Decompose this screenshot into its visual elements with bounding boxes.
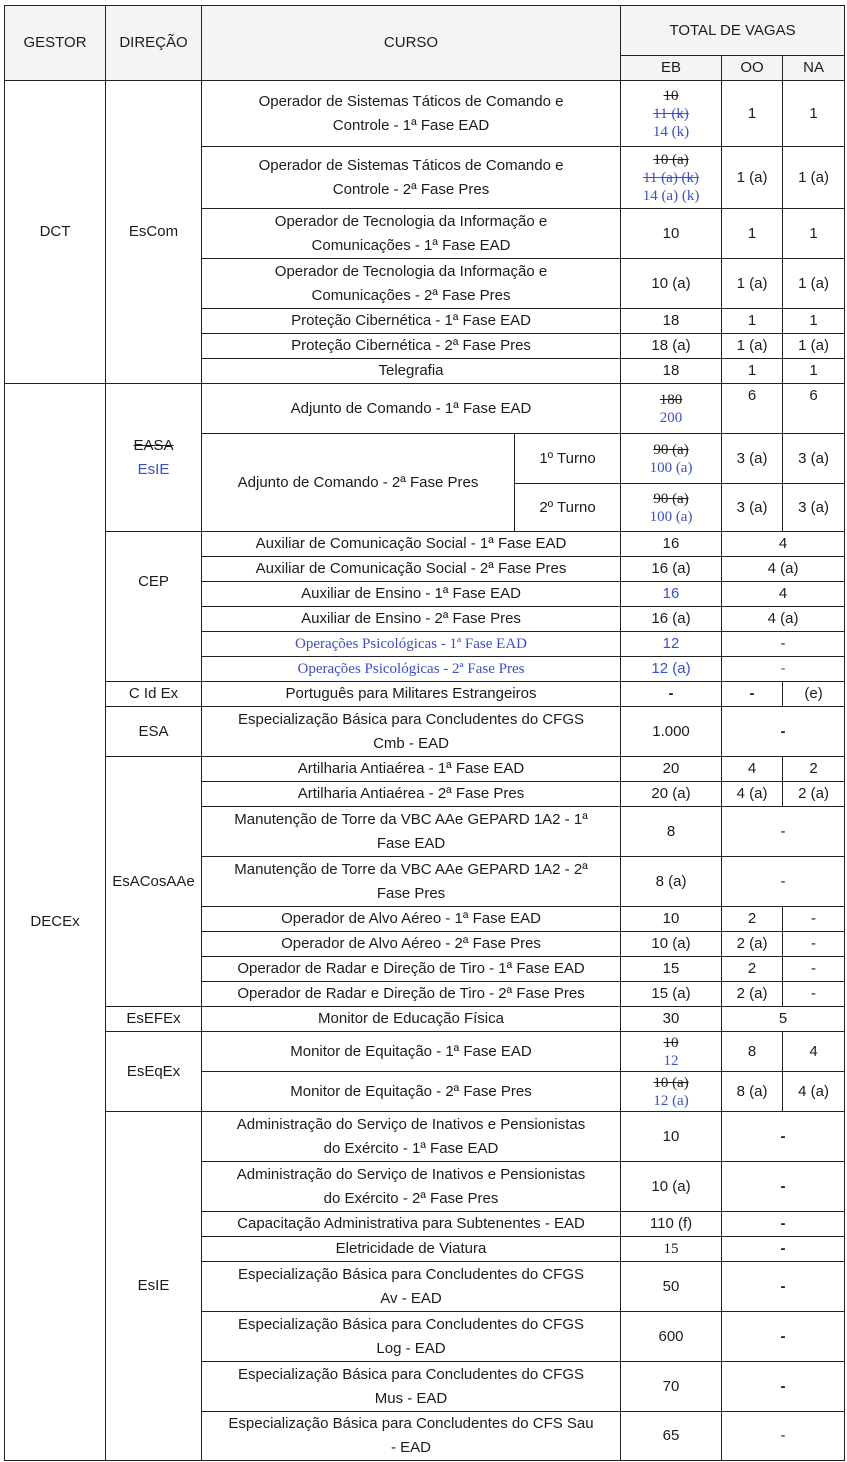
header-direcao: DIREÇÃO (106, 6, 202, 81)
curso-cell: Artilharia Antiaérea - 2ª Fase Pres (202, 782, 621, 807)
curso-cell (202, 209, 621, 259)
corrected-value: 200 (659, 409, 683, 426)
eb-cell: 12 (a) (621, 657, 722, 682)
eb-cell: 18 (621, 359, 722, 384)
curso-line: Comunicações - 2ª Fase Pres (311, 286, 511, 304)
curso-line: - EAD (391, 1439, 432, 1456)
curso-cell: Auxiliar de Comunicação Social - 2ª Fase Pres (202, 557, 621, 582)
curso-cell: Proteção Cibernética - 2ª Fase Pres (202, 334, 621, 359)
curso-cell: Operações Psicológicas - 2ª Fase Pres (202, 657, 621, 682)
table-row (5, 384, 845, 434)
curso-line: Fase Pres (376, 884, 446, 902)
oo-na-cell: - (722, 707, 845, 757)
table-row (5, 1112, 845, 1162)
curso-cell: Operações Psicológicas - 1ª Fase EAD (202, 632, 621, 657)
na-cell: 4 (783, 1032, 845, 1072)
header-row (5, 6, 845, 56)
oo-na-cell: - (722, 1237, 845, 1262)
corrected-value: 14 (a) (k) (642, 187, 700, 204)
oo-na-cell: 5 (722, 1007, 845, 1032)
curso-line: Especialização Básica para Concludentes do CFGS (237, 1365, 585, 1383)
struck-value: 10 (a) (653, 151, 689, 168)
eb-cell: 600 (621, 1312, 722, 1362)
header-curso: CURSO (202, 6, 621, 81)
eb-cell: 12 (621, 632, 722, 657)
eb-cell: 50 (621, 1262, 722, 1312)
eb-cell: 70 (621, 1362, 722, 1412)
oo-na-cell: - (722, 1362, 845, 1412)
curso-cell: Monitor de Educação Física (202, 1007, 621, 1032)
struck-value: 90 (a) (653, 490, 689, 507)
eb-cell: 16 (621, 532, 722, 557)
na-cell: 1 (a) (783, 147, 845, 209)
curso-cell: Monitor de Equitação - 1ª Fase EAD (202, 1032, 621, 1072)
na-cell: 2 (783, 757, 845, 782)
curso-cell: Eletricidade de Viatura (202, 1237, 621, 1262)
curso-line: Log - EAD (376, 1339, 446, 1357)
header-eb: EB (621, 56, 722, 81)
struck-value: 10 (663, 87, 679, 104)
curso-cell (202, 1162, 621, 1212)
corrected-value: 100 (a) (649, 508, 693, 525)
curso-line: Especialização Básica para Concludentes do CFGS (237, 1265, 585, 1283)
struck-direcao: EASA (133, 436, 174, 454)
eb-cell: - (621, 682, 722, 707)
corrected-value: 14 (k) (652, 123, 690, 140)
eb-cell: 30 (621, 1007, 722, 1032)
oo-cell: 4 (722, 757, 783, 782)
direcao-cell: C Id Ex (106, 682, 202, 707)
oo-cell: 1 (722, 209, 783, 259)
curso-line: Fase EAD (376, 834, 446, 852)
oo-cell: 2 (722, 907, 783, 932)
eb-cell (621, 384, 722, 434)
turno-cell: 2º Turno (515, 484, 621, 532)
eb-cell: 20 (a) (621, 782, 722, 807)
eb-cell: 15 (621, 957, 722, 982)
oo-na-cell: 4 (a) (722, 557, 845, 582)
table-row (5, 1032, 845, 1072)
table-row (5, 707, 845, 757)
struck-value: 11 (a) (k) (642, 169, 700, 186)
na-cell: 1 (783, 209, 845, 259)
table-row (5, 1007, 845, 1032)
curso-cell: Capacitação Administrativa para Subtenentes - EAD (202, 1212, 621, 1237)
oo-cell: 8 (722, 1032, 783, 1072)
curso-line: do Exército - 2ª Fase Pres (323, 1189, 499, 1207)
curso-cell: Proteção Cibernética - 1ª Fase EAD (202, 309, 621, 334)
curso-line: Controle - 1ª Fase EAD (332, 116, 490, 134)
eb-cell: 10 (a) (621, 259, 722, 309)
struck-value: 11 (k) (653, 105, 689, 122)
curso-line: Mus - EAD (374, 1389, 448, 1407)
oo-na-cell: - (722, 857, 845, 907)
eb-cell: 8 (621, 807, 722, 857)
oo-na-cell: - (722, 1312, 845, 1362)
header-gestor: GESTOR (5, 6, 106, 81)
direcao-cell: EsEFEx (106, 1007, 202, 1032)
curso-line: Manutenção de Torre da VBC AAe GEPARD 1A2 - 1ª (234, 810, 588, 828)
eb-cell: 18 (a) (621, 334, 722, 359)
direcao-cell: ESA (106, 707, 202, 757)
na-cell: 3 (a) (783, 484, 845, 532)
curso-cell (202, 147, 621, 209)
curso-line: Cmb - EAD (373, 734, 449, 752)
oo-cell: 3 (a) (722, 434, 783, 484)
eb-cell (621, 434, 722, 484)
header-total-vagas: TOTAL DE VAGAS (621, 6, 845, 56)
curso-cell: Artilharia Antiaérea - 1ª Fase EAD (202, 757, 621, 782)
vacancies-table (4, 5, 845, 1461)
eb-cell (621, 147, 722, 209)
header-na: NA (783, 56, 845, 81)
curso-cell (202, 259, 621, 309)
curso-cell (202, 1412, 621, 1461)
na-cell: - (783, 907, 845, 932)
struck-value: 10 (663, 1034, 679, 1051)
eb-cell: 8 (a) (621, 857, 722, 907)
curso-cell (202, 857, 621, 907)
oo-cell: 1 (722, 81, 783, 147)
na-cell: - (783, 932, 845, 957)
na-cell: 1 (a) (783, 259, 845, 309)
eb-cell (621, 1032, 722, 1072)
na-cell: 2 (a) (783, 782, 845, 807)
struck-value: 90 (a) (653, 441, 689, 458)
oo-cell: 2 (a) (722, 932, 783, 957)
oo-na-cell: 4 (722, 582, 845, 607)
table-row (5, 532, 845, 557)
curso-cell: Operador de Alvo Aéreo - 1ª Fase EAD (202, 907, 621, 932)
oo-cell: 1 (a) (722, 147, 783, 209)
table-row (5, 682, 845, 707)
na-cell: - (783, 957, 845, 982)
curso-line: Comunicações - 1ª Fase EAD (311, 236, 511, 254)
eb-cell: 110 (f) (621, 1212, 722, 1237)
curso-cell (202, 1112, 621, 1162)
oo-na-cell: 4 (722, 532, 845, 557)
direcao-cell: EsACosAAe (106, 757, 202, 1007)
na-cell: 6 (783, 384, 845, 434)
curso-cell (202, 1262, 621, 1312)
eb-cell: 18 (621, 309, 722, 334)
corrected-value: 100 (a) (649, 459, 693, 476)
na-cell: 1 (783, 309, 845, 334)
oo-cell: 1 (a) (722, 334, 783, 359)
curso-line: Administração do Serviço de Inativos e Pensionistas (236, 1165, 586, 1183)
direcao-cell: EsIE (106, 1112, 202, 1461)
oo-cell: 3 (a) (722, 484, 783, 532)
curso-cell: Português para Militares Estrangeiros (202, 682, 621, 707)
oo-na-cell: - (722, 1162, 845, 1212)
oo-cell: 2 (a) (722, 982, 783, 1007)
na-cell: 3 (a) (783, 434, 845, 484)
gestor-cell: DCT (5, 81, 106, 384)
na-cell: 1 (783, 359, 845, 384)
eb-cell: 10 (621, 1112, 722, 1162)
corrected-value: 12 (663, 1052, 679, 1069)
oo-cell: 8 (a) (722, 1072, 783, 1112)
gestor-cell: DECEx (5, 384, 106, 1461)
table-row (5, 757, 845, 782)
curso-cell: Monitor de Equitação - 2ª Fase Pres (202, 1072, 621, 1112)
eb-cell (621, 81, 722, 147)
header-oo: OO (722, 56, 783, 81)
curso-line: Operador de Tecnologia da Informação e (274, 262, 548, 280)
oo-cell: 1 (722, 309, 783, 334)
na-cell: 4 (a) (783, 1072, 845, 1112)
na-cell: (e) (783, 682, 845, 707)
oo-na-cell: - (722, 1212, 845, 1237)
struck-value: 180 (659, 391, 683, 408)
oo-cell: 2 (722, 957, 783, 982)
curso-cell: Operador de Radar e Direção de Tiro - 1ª Fase EAD (202, 957, 621, 982)
curso-line: do Exército - 1ª Fase EAD (323, 1139, 499, 1157)
turno-cell: 1º Turno (515, 434, 621, 484)
oo-cell: 1 (722, 359, 783, 384)
oo-na-cell: - (722, 657, 845, 682)
eb-cell: 10 (621, 907, 722, 932)
eb-cell: 16 (621, 582, 722, 607)
curso-cell: Operador de Alvo Aéreo - 2ª Fase Pres (202, 932, 621, 957)
curso-cell: Adjunto de Comando - 2ª Fase Pres (202, 434, 515, 532)
curso-line: Especialização Básica para Concludentes do CFGS (237, 1315, 585, 1333)
eb-cell: 15 (621, 1237, 722, 1262)
struck-value: 10 (a) (653, 1074, 689, 1091)
curso-line: Manutenção de Torre da VBC AAe GEPARD 1A2 - 2ª (234, 860, 588, 878)
oo-na-cell: - (722, 1412, 845, 1461)
oo-na-cell: 4 (a) (722, 607, 845, 632)
table-row (5, 81, 845, 147)
na-cell: 1 (a) (783, 334, 845, 359)
curso-line: Especialização Básica para Concludentes do CFGS (237, 710, 585, 728)
curso-cell (202, 1312, 621, 1362)
eb-cell (621, 1072, 722, 1112)
eb-cell: 1.000 (621, 707, 722, 757)
direcao-cell (106, 384, 202, 532)
curso-cell: Adjunto de Comando - 1ª Fase EAD (202, 384, 621, 434)
na-cell: - (783, 982, 845, 1007)
eb-cell: 15 (a) (621, 982, 722, 1007)
curso-cell: Telegrafia (202, 359, 621, 384)
curso-cell: Operador de Radar e Direção de Tiro - 2ª Fase Pres (202, 982, 621, 1007)
eb-cell: 16 (a) (621, 557, 722, 582)
curso-line: Av - EAD (380, 1289, 442, 1307)
oo-cell: 4 (a) (722, 782, 783, 807)
curso-line: Operador de Sistemas Táticos de Comando e (258, 92, 564, 110)
oo-cell: 6 (722, 384, 783, 434)
curso-cell (202, 807, 621, 857)
oo-na-cell: - (722, 807, 845, 857)
curso-line: Especialização Básica para Concludentes do CFS Sau (228, 1415, 594, 1432)
corrected-value: 12 (a) (653, 1092, 689, 1109)
curso-cell (202, 81, 621, 147)
direcao-cell: EsEqEx (106, 1032, 202, 1112)
oo-na-cell: - (722, 632, 845, 657)
oo-cell: - (722, 682, 783, 707)
curso-line: Operador de Sistemas Táticos de Comando e (258, 156, 564, 174)
direcao-cell: EsCom (106, 81, 202, 384)
curso-cell (202, 1362, 621, 1412)
oo-cell: 1 (a) (722, 259, 783, 309)
curso-cell: Auxiliar de Ensino - 2ª Fase Pres (202, 607, 621, 632)
eb-cell: 16 (a) (621, 607, 722, 632)
curso-cell (202, 707, 621, 757)
eb-cell: 20 (621, 757, 722, 782)
direcao-cell: CEP (106, 532, 202, 682)
curso-cell: Auxiliar de Ensino - 1ª Fase EAD (202, 582, 621, 607)
eb-cell: 10 (a) (621, 932, 722, 957)
curso-cell: Auxiliar de Comunicação Social - 1ª Fase EAD (202, 532, 621, 557)
eb-cell: 10 (621, 209, 722, 259)
curso-line: Administração do Serviço de Inativos e Pensionistas (236, 1115, 586, 1133)
corrected-direcao: EsIE (137, 460, 170, 478)
oo-na-cell: - (722, 1262, 845, 1312)
eb-cell: 10 (a) (621, 1162, 722, 1212)
eb-cell (621, 484, 722, 532)
eb-cell: 65 (621, 1412, 722, 1461)
na-cell: 1 (783, 81, 845, 147)
curso-line: Controle - 2ª Fase Pres (332, 180, 490, 198)
curso-line: Operador de Tecnologia da Informação e (274, 212, 548, 230)
oo-na-cell: - (722, 1112, 845, 1162)
